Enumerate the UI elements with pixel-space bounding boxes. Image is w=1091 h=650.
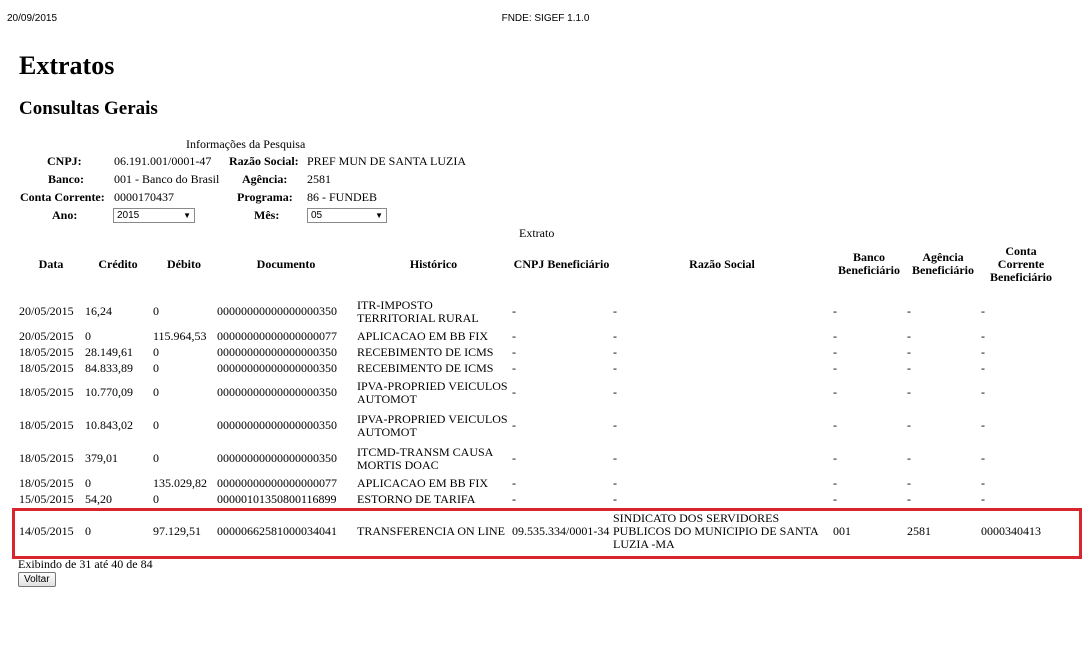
cell-data: 14/05/2015	[19, 523, 74, 538]
cell-credito: 28.149,61	[85, 344, 133, 359]
cell-documento: 00000000000000000350	[217, 360, 337, 375]
cell-banco: -	[833, 344, 837, 359]
cell-data: 20/05/2015	[19, 304, 74, 318]
cell-razao: -	[613, 451, 617, 465]
table-row	[18, 295, 1062, 328]
cell-documento: 00000000000000000077	[217, 328, 337, 343]
cell-razao: -	[613, 491, 617, 506]
cell-historico: IPVA-PROPRIED VEICULOS AUTOMOT	[357, 411, 508, 439]
cell-conta: -	[981, 418, 985, 432]
cell-banco: -	[833, 360, 837, 375]
cell-historico: RECEBIMENTO DE ICMS	[357, 344, 494, 359]
table-row	[18, 475, 1062, 491]
cell-debito: 0	[153, 385, 159, 399]
ano-select-value: 2015	[117, 210, 140, 221]
cell-conta: 0000340413	[981, 523, 1041, 538]
cell-cnpj: -	[512, 328, 516, 343]
page-subtitle: Consultas Gerais	[19, 98, 158, 119]
col-header-credito: Crédito	[98, 256, 138, 271]
extrato-label: Extrato	[519, 226, 555, 240]
cell-documento: 00000000000000000350	[217, 344, 337, 359]
info-heading: Informações da Pesquisa	[186, 137, 306, 151]
cell-credito: 0	[85, 523, 91, 538]
cell-debito: 0	[153, 451, 159, 465]
col-header-debito: Débito	[167, 256, 201, 271]
col-header-cnpj-beneficiario: CNPJ Beneficiário	[513, 256, 610, 271]
ano-label: Ano:	[52, 208, 78, 222]
cnpj-label: CNPJ:	[47, 154, 82, 168]
cell-debito: 0	[153, 360, 159, 375]
col-header-conta-beneficiario: Conta Corrente Beneficiário	[990, 243, 1052, 284]
cell-conta: -	[981, 328, 985, 343]
cell-documento: 00000000000000000350	[217, 304, 337, 318]
cell-historico: IPVA-PROPRIED VEICULOS AUTOMOT	[357, 378, 508, 406]
programa-value: 86 - FUNDEB	[307, 190, 378, 204]
cell-cnpj: -	[512, 385, 516, 399]
cell-conta: -	[981, 385, 985, 399]
cell-agencia: -	[907, 344, 911, 359]
cell-historico: ITCMD-TRANSM CAUSA MORTIS DOAC	[357, 444, 493, 472]
cell-cnpj: -	[512, 475, 516, 490]
cell-historico: ITR-IMPOSTO TERRITORIAL RURAL	[357, 297, 479, 325]
cell-agencia: -	[907, 451, 911, 465]
agencia-value: 2581	[307, 172, 331, 186]
cell-debito: 0	[153, 344, 159, 359]
cell-debito: 0	[153, 304, 159, 318]
cell-data: 18/05/2015	[19, 385, 74, 399]
cell-razao: -	[613, 385, 617, 399]
cell-credito: 54,20	[85, 491, 112, 506]
cell-data: 18/05/2015	[19, 418, 74, 432]
cell-razao: -	[613, 360, 617, 375]
cell-razao: -	[613, 475, 617, 490]
cell-cnpj: -	[512, 360, 516, 375]
cell-conta: -	[981, 360, 985, 375]
cell-banco: -	[833, 491, 837, 506]
cell-conta: -	[981, 344, 985, 359]
cell-documento: 00000000000000000077	[217, 475, 337, 490]
voltar-button[interactable]: Voltar	[18, 572, 56, 587]
cell-razao: SINDICATO DOS SERVIDORES PUBLICOS DO MUNICIPIO DE SANTA LUZIA -MA	[613, 510, 819, 551]
table-row	[18, 328, 1062, 344]
cell-agencia: 2581	[907, 523, 931, 538]
chevron-down-icon: ▼	[375, 211, 383, 220]
razao-social-value: PREF MUN DE SANTA LUZIA	[307, 154, 467, 168]
cell-conta: -	[981, 304, 985, 318]
cell-banco: -	[833, 385, 837, 399]
ano-select[interactable]	[113, 208, 195, 223]
cell-historico: RECEBIMENTO DE ICMS	[357, 360, 494, 375]
agencia-label: Agência:	[242, 172, 288, 186]
col-header-data: Data	[38, 256, 64, 271]
cell-data: 18/05/2015	[19, 475, 74, 490]
cell-agencia: -	[907, 304, 911, 318]
cell-documento: 00000662581000034041	[217, 523, 337, 538]
cell-razao: -	[613, 328, 617, 343]
cell-documento: 00000101350800116899	[217, 491, 337, 506]
col-header-documento: Documento	[256, 256, 316, 271]
cell-conta: -	[981, 475, 985, 490]
table-row	[18, 376, 1062, 409]
cell-razao: -	[613, 304, 617, 318]
table-row	[18, 491, 1062, 507]
print-header	[0, 13, 1091, 27]
cell-historico: APLICACAO EM BB FIX	[357, 328, 489, 343]
cell-documento: 00000000000000000350	[217, 451, 337, 465]
banco-value: 001 - Banco do Brasil	[114, 172, 220, 186]
mes-select-value: 05	[311, 210, 323, 221]
banco-label: Banco:	[48, 172, 84, 186]
cell-credito: 0	[85, 328, 91, 343]
col-header-agencia-beneficiario: Agência Beneficiário	[912, 250, 974, 277]
conta-corrente-label: Conta Corrente:	[20, 190, 105, 204]
cell-historico: ESTORNO DE TARIFA	[357, 491, 476, 506]
print-app-name: FNDE: SIGEF 1.1.0	[501, 13, 590, 24]
cell-banco: -	[833, 328, 837, 343]
cell-credito: 10.770,09	[85, 385, 133, 399]
cnpj-value: 06.191.001/0001-47	[114, 154, 212, 168]
cell-agencia: -	[907, 475, 911, 490]
cell-historico: APLICACAO EM BB FIX	[357, 475, 489, 490]
mes-label: Mês:	[254, 208, 280, 222]
col-header-razao-social: Razão Social	[689, 256, 755, 271]
cell-credito: 10.843,02	[85, 418, 133, 432]
cell-cnpj: -	[512, 418, 516, 432]
razao-social-label: Razão Social:	[229, 154, 299, 168]
cell-razao: -	[613, 418, 617, 432]
cell-data: 20/05/2015	[19, 328, 74, 343]
table-row	[18, 442, 1062, 475]
col-header-historico: Histórico	[409, 256, 458, 271]
table-header-row	[18, 244, 1062, 284]
cell-data: 18/05/2015	[19, 360, 74, 375]
cell-documento: 00000000000000000350	[217, 418, 337, 432]
cell-cnpj: -	[512, 451, 516, 465]
table-row-highlighted	[18, 507, 1062, 555]
cell-agencia: -	[907, 418, 911, 432]
paging-info: Exibindo de 31 até 40 de 84	[18, 557, 153, 571]
cell-debito: 115.964,53	[153, 328, 207, 343]
cell-banco: -	[833, 475, 837, 490]
cell-debito: 135.029,82	[153, 475, 207, 490]
mes-select[interactable]	[307, 208, 387, 223]
cell-banco: 001	[833, 523, 851, 538]
print-date: 20/09/2015	[7, 13, 58, 24]
col-header-banco-beneficiario: Banco Beneficiário	[838, 250, 900, 277]
cell-conta: -	[981, 451, 985, 465]
cell-credito: 0	[85, 475, 91, 490]
table-row	[18, 409, 1062, 442]
table-row	[18, 344, 1062, 360]
cell-documento: 00000000000000000350	[217, 385, 337, 399]
chevron-down-icon: ▼	[183, 211, 191, 220]
cell-credito: 16,24	[85, 304, 112, 318]
cell-debito: 0	[153, 491, 159, 506]
cell-debito: 97.129,51	[153, 523, 201, 538]
cell-cnpj: -	[512, 304, 516, 318]
cell-banco: -	[833, 451, 837, 465]
cell-conta: -	[981, 491, 985, 506]
cell-banco: -	[833, 418, 837, 432]
cell-data: 18/05/2015	[19, 451, 74, 465]
cell-banco: -	[833, 304, 837, 318]
cell-credito: 379,01	[85, 451, 118, 465]
cell-cnpj: -	[512, 491, 516, 506]
cell-debito: 0	[153, 418, 159, 432]
cell-cnpj: -	[512, 344, 516, 359]
cell-data: 15/05/2015	[19, 491, 74, 506]
cell-credito: 84.833,89	[85, 360, 133, 375]
cell-agencia: -	[907, 328, 911, 343]
conta-corrente-value: 0000170437	[114, 190, 174, 204]
cell-data: 18/05/2015	[19, 344, 74, 359]
cell-agencia: -	[907, 360, 911, 375]
table-row	[18, 360, 1062, 376]
cell-cnpj: 09.535.334/0001-34	[512, 523, 610, 538]
page-title: Extratos	[19, 51, 115, 80]
cell-historico: TRANSFERENCIA ON LINE	[357, 523, 506, 538]
cell-razao: -	[613, 344, 617, 359]
cell-agencia: -	[907, 385, 911, 399]
extrato-table	[18, 244, 1062, 555]
cell-agencia: -	[907, 491, 911, 506]
programa-label: Programa:	[237, 190, 293, 204]
